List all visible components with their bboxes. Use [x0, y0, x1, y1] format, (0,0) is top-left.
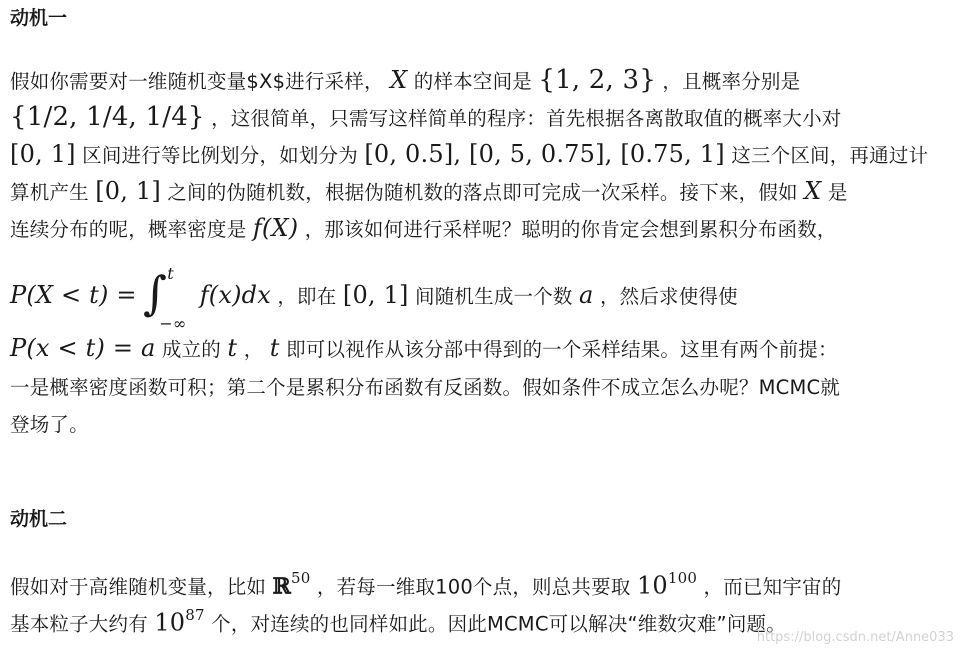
math-inline: t: [269, 334, 280, 362]
integral-upper-limit: t: [167, 263, 174, 283]
math-inline: [0, 1]: [342, 281, 409, 309]
text: ，若每一维取100个点，则总共要取: [316, 575, 631, 599]
text: ，而已知宇宙的: [703, 575, 842, 599]
text: ，且概率分别是: [662, 70, 801, 93]
math-superscript: 50: [291, 569, 311, 587]
text: ，然后求使得使: [599, 285, 738, 308]
integral-lower-limit: −∞: [159, 313, 187, 333]
text-line: [10, 99, 954, 136]
text: ，这很简单，只需写这样简单的程序：首先根据各离散取值的概率大小对: [211, 107, 842, 130]
text: 区间进行等比例划分，如划分为: [82, 144, 358, 167]
math-inline: a: [579, 281, 594, 309]
text-line: [10, 173, 954, 210]
watermark: https://blog.csdn.net/Anne033: [756, 630, 954, 645]
text: 的样本空间是: [413, 70, 532, 93]
integral-limits: [159, 263, 193, 333]
math-superscript: 100: [667, 569, 698, 587]
text: 基本粒子大约有: [10, 612, 148, 636]
text: 之间的伪随机数，根据伪随机数的落点即可完成一次采样。接下来，假如: [167, 181, 798, 204]
math-inline: f(x)dx: [199, 281, 271, 309]
math-inline: t: [227, 334, 238, 362]
section-heading-motivation-2: 动机二: [10, 508, 68, 530]
math-inline: 10: [154, 608, 186, 637]
text: ，: [243, 338, 264, 361]
text: ，即在: [277, 285, 337, 308]
text: 间随机生成一个数: [415, 285, 573, 308]
text: 算机产生: [10, 181, 89, 204]
paragraph-motivation-2: [10, 563, 954, 637]
math-inline: [0, 1]: [10, 140, 76, 168]
math-inline: [0, 0.5], [0, 5, 0.75], [0.75, 1]: [364, 140, 725, 168]
text: ，那该如何进行采样呢？聪明的你肯定会想到累积分布函数，: [304, 218, 837, 241]
paragraph-motivation-1: [10, 62, 954, 443]
math-inline: [0, 1]: [95, 177, 161, 205]
section-heading-motivation-1: 动机一: [10, 7, 68, 29]
text-line: [10, 327, 954, 369]
text-line: [10, 406, 954, 443]
integral-sign-icon: ∫: [143, 266, 168, 320]
text-line: [10, 563, 954, 600]
text: 假如你需要对一维随机变量$X$进行采样，: [10, 70, 384, 93]
text-line: [10, 62, 954, 99]
text-line: [10, 369, 954, 406]
text: 成立的: [161, 338, 222, 361]
math-inline: {1/2, 1/4, 1/4}: [10, 102, 205, 132]
text-line: [10, 210, 954, 247]
text-line-integral: [10, 247, 954, 333]
text: 是: [827, 181, 848, 204]
text: 个，对连续的也同样如此。因此MCMC可以解决“维数灾难”问题。: [211, 612, 786, 636]
math-inline: X: [804, 177, 822, 205]
text: 这三个区间，再通过计: [731, 144, 929, 167]
math-inline: 10: [636, 571, 668, 600]
text-line: [10, 136, 954, 173]
text: 假如对于高维随机变量，比如: [10, 575, 267, 599]
math-superscript: 87: [185, 606, 205, 624]
math-inline: {1, 2, 3}: [538, 65, 656, 95]
math-inline: P(x < t) = a: [10, 334, 156, 362]
math-inline: X: [390, 66, 408, 94]
text: 一是概率密度函数可积；第二个是累积分布函数有反函数。假如条件不成立怎么办呢？MCMC就: [10, 376, 840, 399]
math-inline: ℝ: [272, 573, 291, 600]
math-inline: P(X < t) =: [10, 281, 137, 309]
text: 连续分布的呢，概率密度是: [10, 218, 247, 241]
math-inline: f(X): [252, 214, 299, 242]
text: 登场了。: [10, 413, 89, 436]
text: 即可以视作从该分部中得到的一个采样结果。这里有两个前提：: [286, 338, 838, 361]
